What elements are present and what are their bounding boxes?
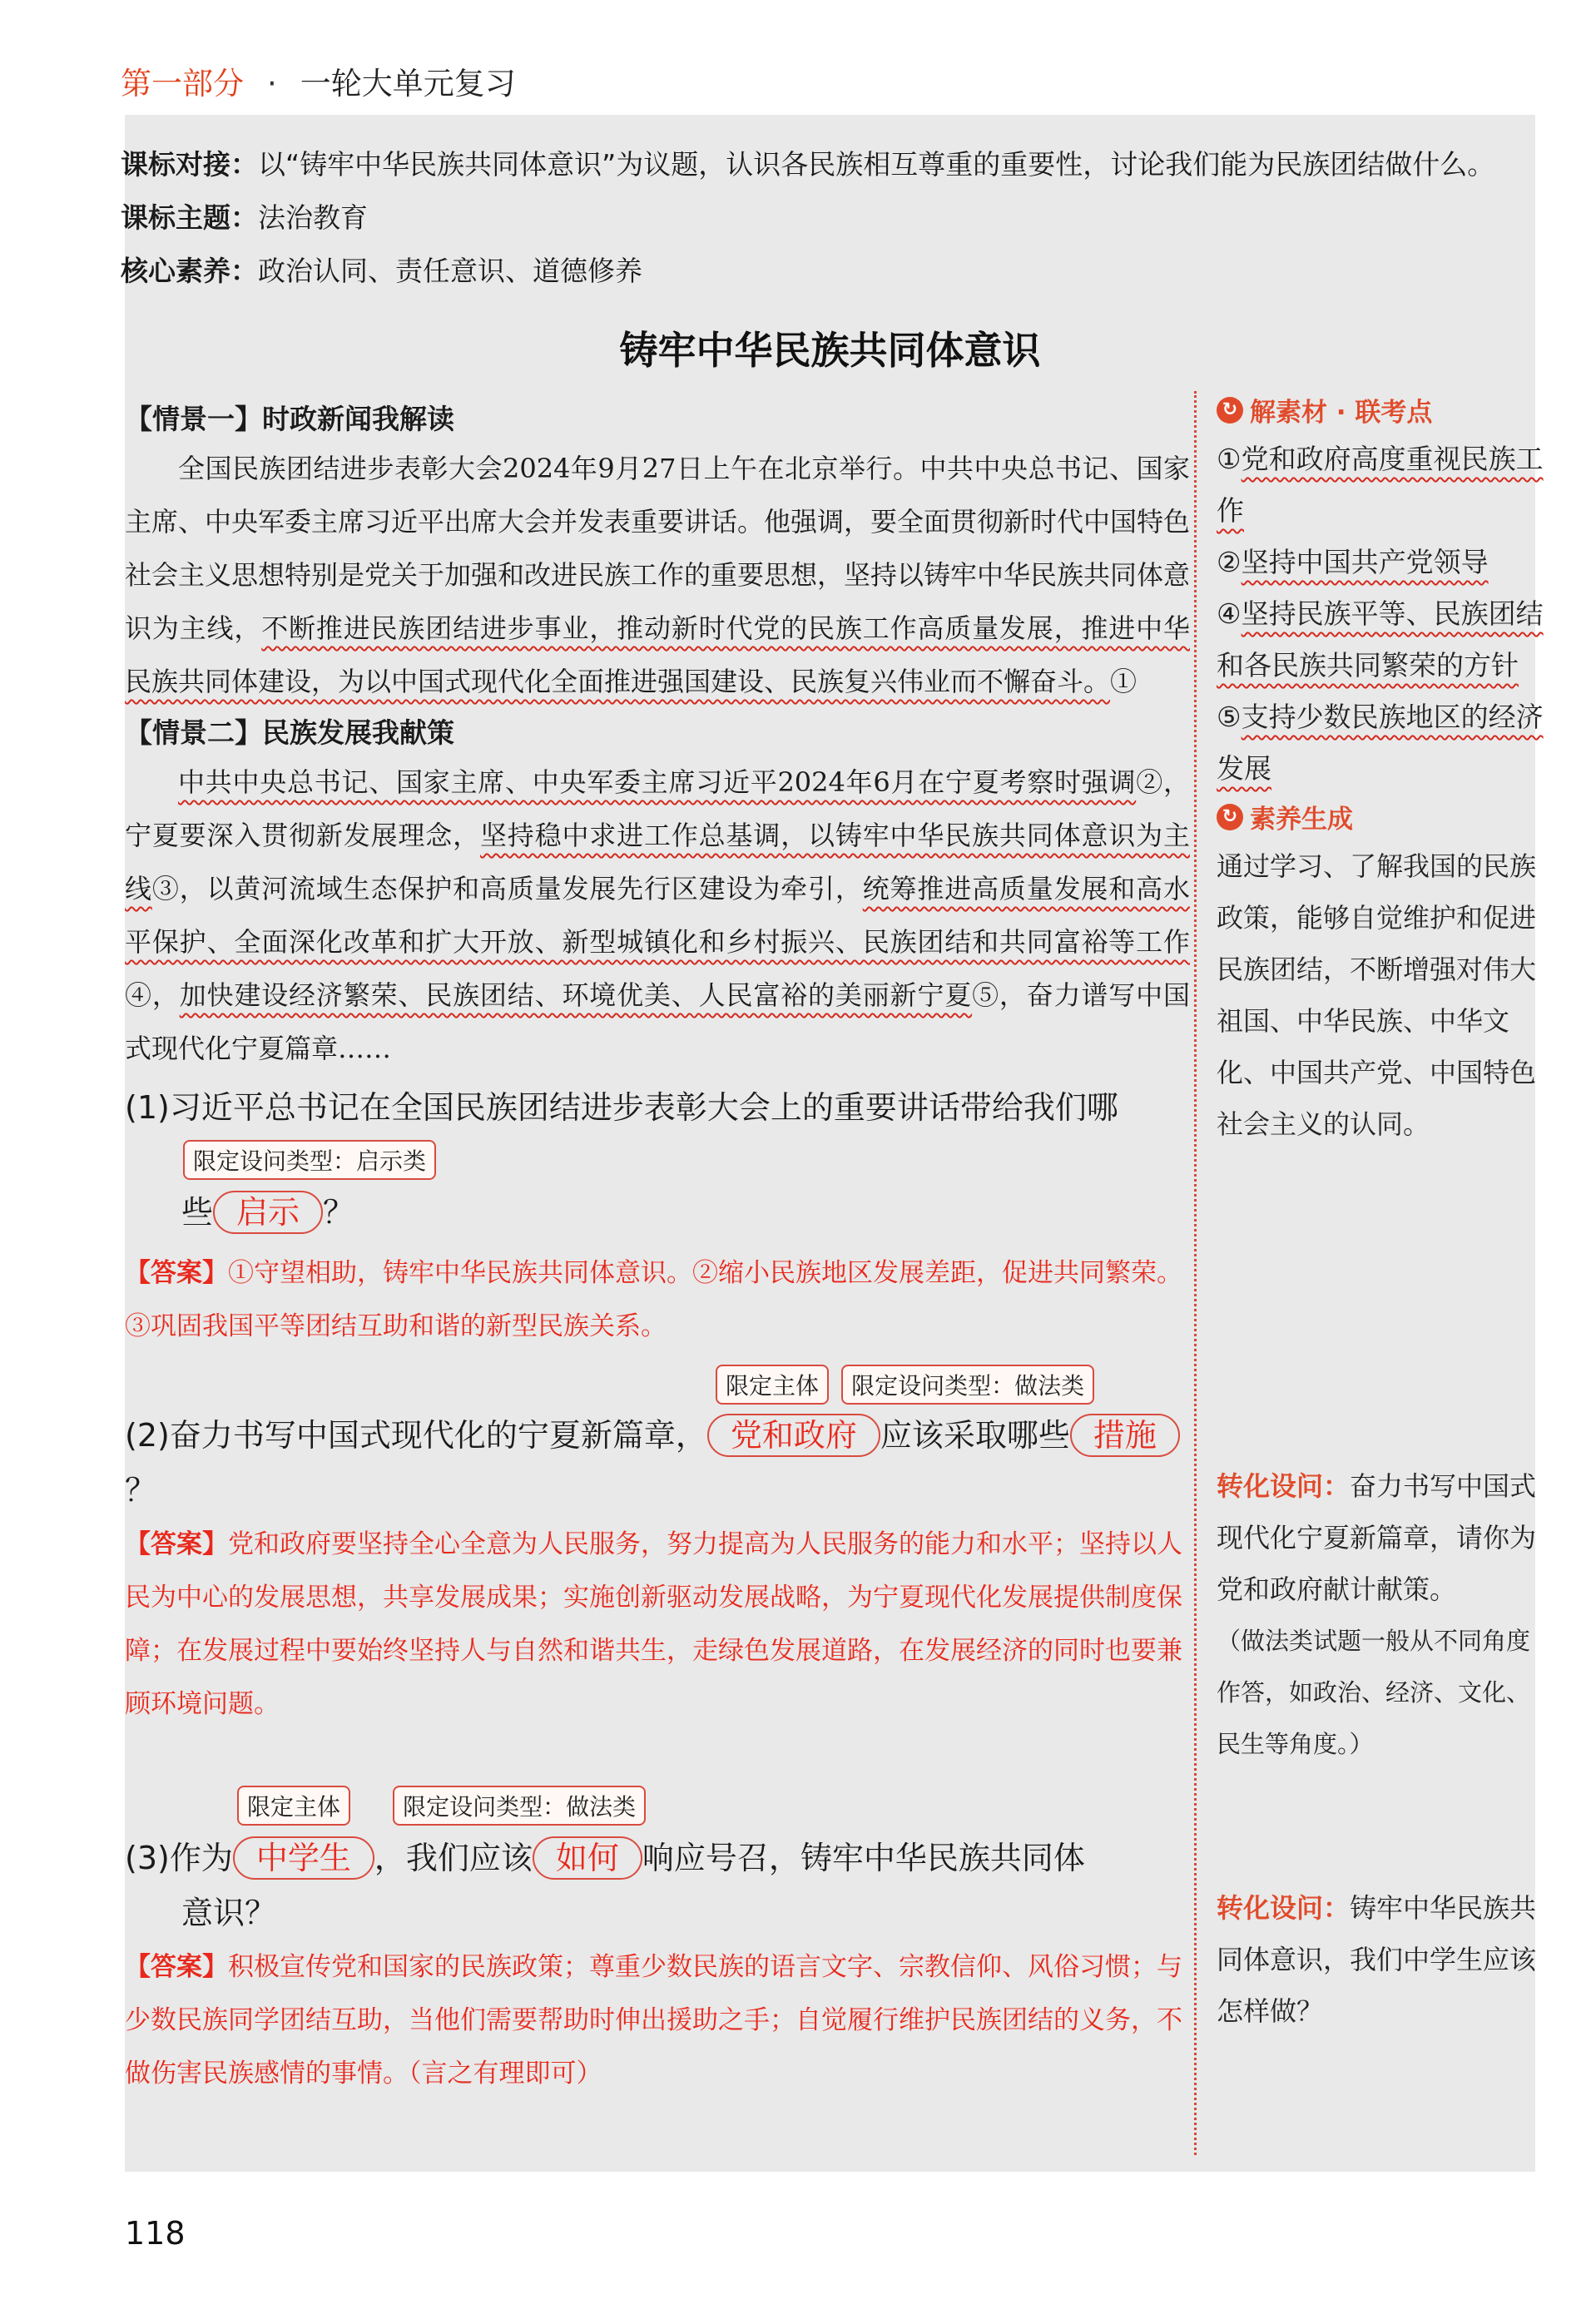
main-column	[125, 391, 1190, 2100]
scene2-text: 中共中央总书记、国家主席、中央军委主席习近平2024年6月在宁夏考察时强调②，宁夏要深入贯彻新发展理念，坚持稳中求进工作总基调，以铸牢中华民族共同体意识为主线③，以黄河流域生态保护和高质量发展先行区建设为牵引，统筹推进高质量发展和高水平保护、全面深化改革和扩大开放、新型城镇化和乡村振兴、民族团结和共同富裕等工作④，加快建设经济繁荣、民族团结、环境优美、人民富裕的美丽新宁夏⑤，奋力谱写中国式现代化宁夏篇章……	[125, 766, 1190, 1064]
sidebar-item: ②坚持中国共产党领导	[1217, 546, 1489, 578]
sidebar-heading-1: ↻ 解素材 · 联考点	[1217, 391, 1545, 429]
question-3: (3)作为 中学生 ，我们应该 如何 响应号召，铸牢中华民族共同体	[125, 1831, 1190, 1885]
answer-1: 【答案】①守望相助，铸牢中华民族共同体意识。②缩小民族地区发展差距，促进共同繁荣。③巩固我国平等团结互助和谐的新型民族关系。	[125, 1258, 1182, 1341]
question-3-cont: 意识？	[181, 1895, 277, 1931]
q2-subject-oval: 党和政府	[707, 1414, 880, 1457]
header-separator: ·	[267, 66, 277, 102]
header-subtitle: 一轮大单元复习	[300, 66, 516, 102]
sidebar-transform-2: 转化设问：铸牢中华民族共同体意识，我们中学生应该怎样做？	[1217, 1892, 1537, 2027]
scene1-text: 全国民族团结进步表彰大会2024年9月27日上午在北京举行。中共中央总书记、国家主席、中央军委主席习近平出席大会并发表重要讲话。他强调，要全面贯彻新时代中国特色社会主义思想特别是党关于加强和改进民族工作的重要思想，坚持以铸牢中华民族共同体意识为主线，不断推进民族团结进步事业，推动新时代党的民族工作高质量发展，推进中华民族共同体建设，为以中国式现代化全面推进强国建设、民族复兴伟业而不懈奋斗。①	[125, 453, 1191, 697]
literacy-text: 通过学习、了解我国的民族政策，能够自觉维护和促进民族团结，不断增强对伟大祖国、中华民族、中华文化、中国共产党、中国特色社会主义的认同。	[1217, 850, 1537, 1140]
question-1: (1)习近平总书记在全国民族团结进步表彰大会上的重要讲话带给我们哪	[125, 1089, 1118, 1126]
sidebar-transform-1: 转化设问：奋力书写中国式现代化宁夏新篇章，请你为党和政府献计献策。 （做法类试题一般从不同角度作答，如政治、经济、文化、民生等角度。）	[1217, 1460, 1545, 1770]
transform-note: （做法类试题一般从不同角度作答，如政治、经济、文化、民生等角度。）	[1217, 1627, 1531, 1758]
page-title: 铸牢中华民族共同体意识	[619, 328, 1041, 373]
page-number: 118	[125, 2215, 186, 2252]
column-divider	[1194, 391, 1197, 2155]
q1-keyword-oval: 启示	[213, 1191, 323, 1234]
sidebar-analysis	[1217, 391, 1545, 1150]
sidebar-heading-2: ↻ 素养生成	[1217, 798, 1545, 835]
q3-subject-oval: 中学生	[233, 1836, 374, 1880]
question-1-cont: 些 启示 ？	[125, 1185, 1190, 1240]
q3-subject-tag: 限定主体	[237, 1786, 350, 1826]
q1-type-tag: 限定设问类型：启示类	[183, 1140, 436, 1180]
refresh-icon: ↻	[1217, 397, 1243, 424]
sidebar-item: ⑤支持少数民族地区的经济发展	[1217, 701, 1544, 785]
q2-keyword-oval: 措施	[1070, 1414, 1180, 1457]
meta-standard: 课标对接：以“铸牢中华民族共同体意识”为议题，认识各民族相互尊重的重要性，讨论我们能为民族团结做什么。	[121, 148, 1495, 181]
question-2: (2)奋力书写中国式现代化的宁夏新篇章， 党和政府 应该采取哪些 措施？	[125, 1408, 1190, 1518]
answer-3: 【答案】积极宣传党和国家的民族政策；尊重少数民族的语言文字、宗教信仰、风俗习惯；与少数民族同学团结互助，当他们需要帮助时伸出援助之手；自觉履行维护民族团结的义务，不做伤害民族感情的事情。（言之有理即可）	[125, 1952, 1182, 2089]
refresh-icon: ↻	[1217, 804, 1243, 830]
q2-type-tag: 限定设问类型：做法类	[841, 1365, 1094, 1405]
q3-type-tag: 限定设问类型：做法类	[393, 1786, 646, 1826]
sidebar-item: ①党和政府高度重视民族工作	[1217, 443, 1544, 527]
page-header	[121, 58, 516, 103]
scene2-heading: 【情景二】民族发展我献策	[125, 716, 454, 749]
part-label: 第一部分	[121, 66, 244, 102]
q2-subject-tag: 限定主体	[716, 1365, 829, 1405]
q3-keyword-oval: 如何	[533, 1836, 642, 1880]
sidebar-item: ④坚持民族平等、民族团结和各民族共同繁荣的方针	[1217, 597, 1544, 681]
meta-theme: 课标主题：法治教育	[121, 201, 368, 234]
meta-literacy: 核心素养：政治认同、责任意识、道德修养	[121, 255, 642, 287]
scene1-heading: 【情景一】时政新闻我解读	[125, 403, 454, 435]
answer-2: 【答案】党和政府要坚持全心全意为人民服务，努力提高为人民服务的能力和水平；坚持以人民为中心的发展思想，共享发展成果；实施创新驱动发展战略，为宁夏现代化发展提供制度保障；在发展过程中要始终坚持人与自然和谐共生，走绿色发展道路，在发展经济的同时也要兼顾环境问题。	[125, 1529, 1182, 1719]
